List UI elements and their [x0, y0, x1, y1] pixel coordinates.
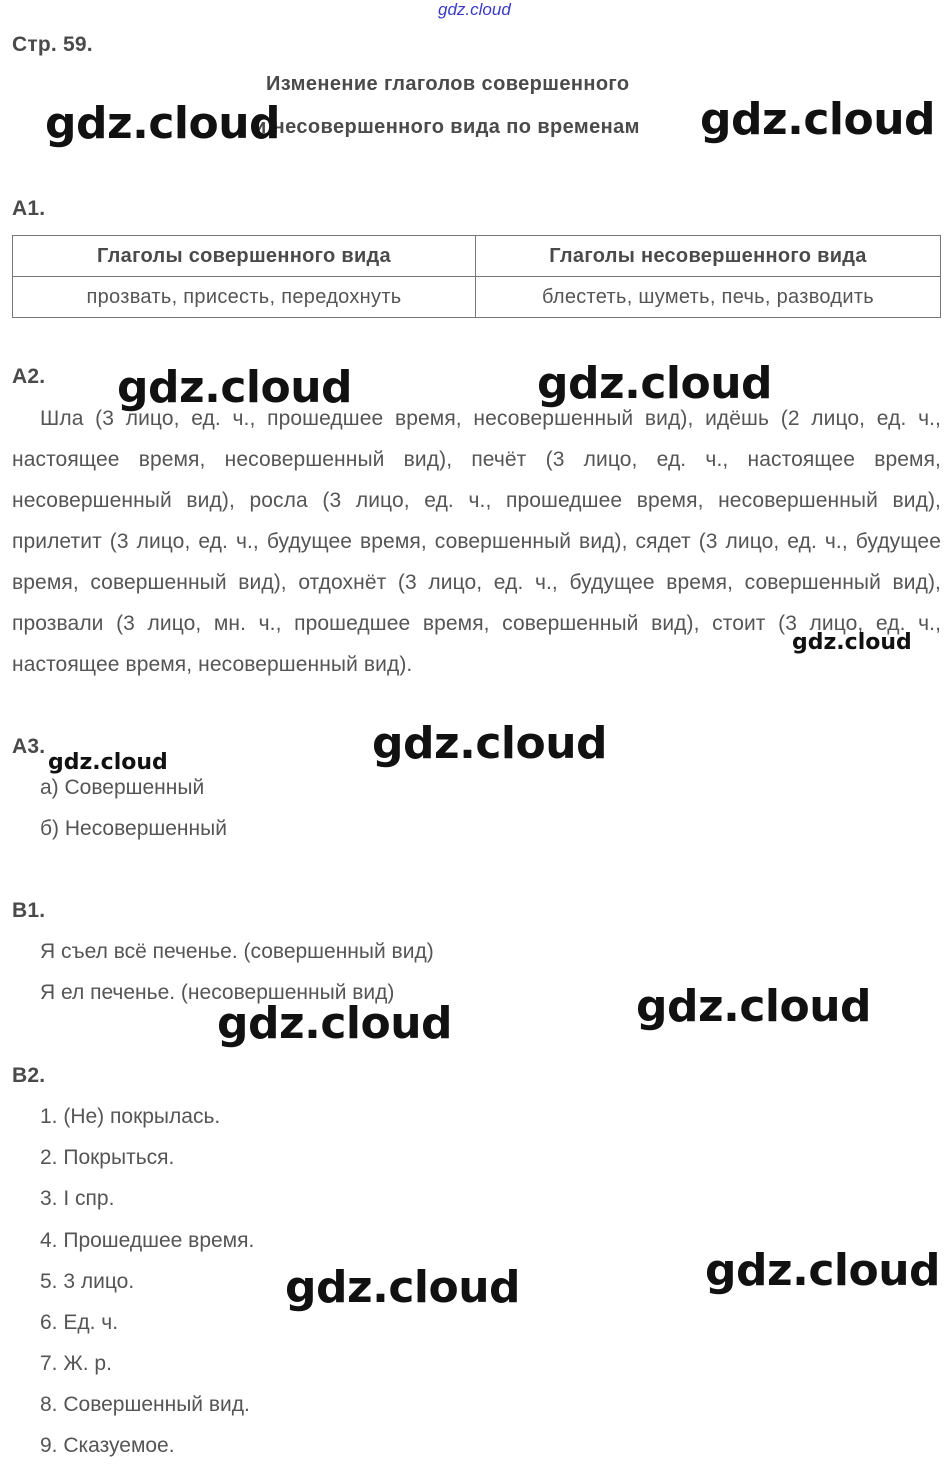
- section-a2-text: Шла (3 лицо, ед. ч., прошедшее время, несовершенный вид), идёшь (2 лицо, ед. ч., настоящее время, несовершенный вид), печёт (3 лицо, ед. ч., настоящее время, несовершенный вид), росла (3 лицо, ед. ч., прошедшее время, несовершенный вид), прилетит (3 лицо, ед. ч., будущее время, совершенный вид), сядет (3 лицо, ед. ч., будущее время, совершенный вид), отдохнёт (3 лицо, ед. ч., будущее время, совершенный вид), прозвали (3 лицо, мн. ч., прошедшее время, совершенный вид), стоит (3 лицо, ед. ч., настоящее время, несовершенный вид).: [12, 407, 941, 676]
- list-item: 1. (Не) покрылась.: [40, 1105, 221, 1128]
- list-item: 2. Покрыться.: [40, 1146, 175, 1169]
- table-header-perfective: Глаголы совершенного вида: [13, 236, 476, 277]
- list-item: 3. I спр.: [40, 1187, 115, 1210]
- watermark: gdz.cloud: [48, 750, 168, 775]
- section-a2-heading: А2.: [12, 365, 46, 388]
- section-a1-heading: А1.: [12, 197, 46, 220]
- list-item: б) Несовершенный: [40, 817, 227, 840]
- watermark: gdz.cloud: [117, 362, 353, 413]
- page-reference: Стр. 59.: [12, 33, 93, 56]
- list-item: 7. Ж. р.: [40, 1352, 112, 1375]
- table-header-imperfective: Глаголы несовершенного вида: [476, 236, 941, 277]
- section-b2-heading: В2.: [12, 1064, 46, 1087]
- list-item: а) Совершенный: [40, 776, 205, 799]
- section-b1-heading: В1.: [12, 899, 46, 922]
- list-item: 5. 3 лицо.: [40, 1270, 135, 1293]
- watermark: gdz.cloud: [372, 718, 608, 769]
- title-line-2: и несовершенного вида по временам: [254, 116, 640, 138]
- table-row: [13, 277, 941, 318]
- watermark: gdz.cloud: [792, 630, 912, 655]
- title-line-1: Изменение глаголов совершенного: [266, 73, 630, 95]
- watermark: gdz.cloud: [700, 94, 936, 145]
- watermark: gdz.cloud: [636, 981, 872, 1032]
- watermark: gdz.cloud: [537, 358, 773, 409]
- table-cell-imperfective: блестеть, шуметь, печь, разводить: [476, 277, 941, 318]
- section-a3-heading: А3.: [12, 735, 46, 758]
- list-item: Я ел печенье. (несовершенный вид): [40, 981, 395, 1004]
- top-watermark: gdz.cloud: [438, 0, 511, 19]
- table-cell-perfective: прозвать, присесть, передохнуть: [13, 277, 476, 318]
- watermark: gdz.cloud: [705, 1245, 941, 1296]
- watermark: gdz.cloud: [285, 1262, 521, 1313]
- table-header-row: [13, 236, 941, 277]
- verb-aspect-table: [12, 235, 941, 318]
- watermark: gdz.cloud: [45, 98, 281, 149]
- list-item: 9. Сказуемое.: [40, 1434, 175, 1457]
- watermark: gdz.cloud: [217, 998, 453, 1049]
- list-item: 6. Ед. ч.: [40, 1311, 119, 1334]
- list-item: 4. Прошедшее время.: [40, 1229, 255, 1252]
- list-item: Я съел всё печенье. (совершенный вид): [40, 940, 434, 963]
- list-item: 8. Совершенный вид.: [40, 1393, 250, 1416]
